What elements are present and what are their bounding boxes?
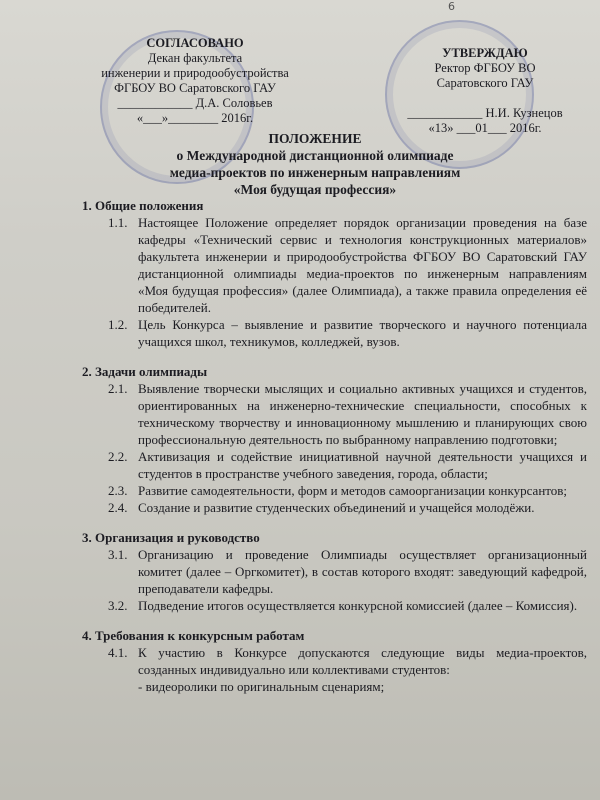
list-item [108,482,587,499]
section-heading: 1. Общие положения [82,198,204,213]
list-item [108,448,587,482]
bullet-item: - видеоролики по оригинальным сценариям; [138,679,385,694]
item-number: 2.4. [108,500,128,515]
item-text: Подведение итогов осуществляется конкурсной комиссией (далее – Комиссия). [138,598,578,613]
approval-right-blank [400,91,570,106]
approval-left-date: «___»________ 2016г. [136,111,254,125]
item-text: Настоящее Положение определяет порядок организации проведения на базе кафедры «Технический сервис и технология конструкционных материалов» факультета инженерии и природообустройства ФГБОУ ВО Саратовский ГАУ дистанционной олимпиады медиа-проектов по инженерным направлениям «Моя будущая профессия» (далее Олимпиада), а также правила определения её победителей. [138,215,587,315]
item-number: 1.2. [108,317,128,332]
item-number: 1.1. [108,215,128,230]
approval-left-line: инженерии и природообустройства [101,66,289,80]
section-heading: 2. Задачи олимпиады [82,364,208,379]
title-line: «Моя будущая профессия» [233,182,397,197]
section-heading: 3. Организация и руководство [82,530,260,545]
title-line: медиа-проектов по инженерным направлениям [169,165,461,180]
list-item [108,214,587,316]
item-number: 4.1. [108,645,128,660]
item-number: 3.2. [108,598,128,613]
approval-right-heading: УТВЕРЖДАЮ [442,46,528,60]
item-text: К участию в Конкурсе допускаются следующие виды медиа-проектов, созданных индивидуально или коллективами студентов: [138,645,587,677]
item-text: Организацию и проведение Олимпиады осуществляет организационный комитет (далее – Оргкомитет), в состав которого входят: заведующий кафедрой, преподаватели кафедры. [138,547,587,596]
item-text: Выявление творчески мыслящих и социально активных учащихся и студентов, ориентированных на инженерно-технические специальности, способных к техническому творчеству и инновационному мышлению и планирующих свою профессиональную деятельность по выбранному направлению подготовки; [138,381,587,447]
approval-right-line: Ректор ФГБОУ ВО [434,61,536,75]
item-text: Развитие самодеятельности, форм и методов самоорганизации конкурсантов; [138,483,568,498]
title-line: ПОЛОЖЕНИЕ [268,131,362,146]
document-title [120,130,510,198]
title-line: о Международной дистанционной олимпиаде [176,148,454,163]
approval-left-signature: ____________ Д.А. Соловьев [117,96,273,110]
list-item [108,316,587,350]
list-item [108,499,587,516]
approval-right-line: Саратовского ГАУ [436,76,534,90]
approval-left-heading: СОГЛАСОВАНО [146,36,244,50]
list-item [108,597,587,614]
item-text: Цель Конкурса – выявление и развитие творческого и научного потенциала учащихся школ, техникумов, колледжей, вузов. [138,317,587,349]
item-text: Активизация и содействие инициативной научной деятельности учащихся и студентов в пространстве учебного заведения, города, области; [138,449,587,481]
approval-right-date: «13» ___01___ 2016г. [428,121,542,135]
section-heading: 4. Требования к конкурсным работам [82,628,305,643]
approval-right [400,46,570,136]
approval-right-signature: ____________ Н.И. Кузнецов [407,106,563,120]
item-number: 2.2. [108,449,128,464]
item-text: Создание и развитие студенческих объединений и учащейся молодёжи. [138,500,535,515]
approval-left-line: Декан факультета [147,51,243,65]
item-number: 2.3. [108,483,128,498]
item-number: 2.1. [108,381,128,396]
list-item [108,380,587,448]
page-number: 6 [448,0,455,13]
list-item [108,644,587,678]
list-item [108,546,587,597]
document-body [82,197,587,695]
item-number: 3.1. [108,547,128,562]
approval-left-line: ФГБОУ ВО Саратовского ГАУ [114,81,276,95]
approval-left [100,36,290,126]
